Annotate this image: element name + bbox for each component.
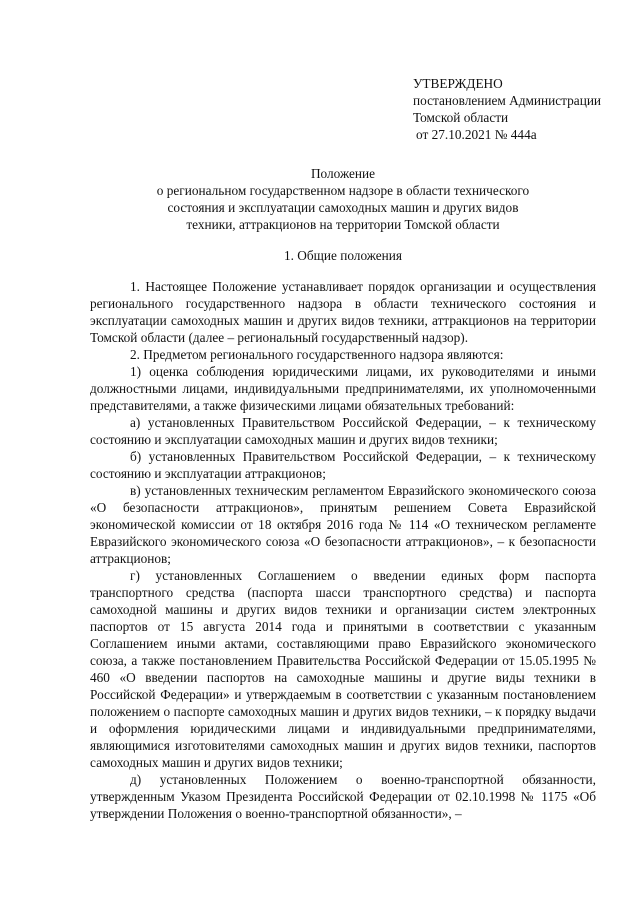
title-line: состояния и эксплуатации самоходных машин и других видов	[167, 200, 519, 215]
approval-line: постановлением Администрации	[413, 93, 602, 108]
paragraph: в) установленных техническим регламентом Евразийского экономического союза «О безопасности аттракционов», принятым решением Совета Евразийской экономической комиссии от 18 октября 2016 года № 114 «О техническом регламенте Евразийского экономического союза «О безопасности аттракционов», – к безопасности аттракционов;	[90, 483, 596, 566]
title-line: Положение	[310, 166, 376, 181]
document-title	[90, 165, 596, 233]
approval-heading: УТВЕРЖДЕНО	[413, 76, 503, 91]
paragraph: а) установленных Правительством Российской Федерации, – к техническому состоянию и эксплуатации самоходных машин и других видов техники;	[90, 415, 596, 447]
approval-stamp	[413, 75, 601, 143]
paragraph: 1) оценка соблюдения юридическими лицами, их руководителями и иными должностными лицами, индивидуальными предпринимателями, их уполномоченными представителями, а также физическими лицами обязательных требований:	[90, 364, 596, 413]
title-line: о региональном государственном надзоре в области технического	[156, 183, 530, 198]
paragraph: д) установленных Положением о военно-транспортной обязанности, утвержденным Указом Президента Российской Федерации от 02.10.1998 № 1175 «Об утверждении Положения о военно-транспортной обязанности», –	[90, 772, 596, 821]
paragraph: 2. Предметом регионального государственного надзора являются:	[130, 347, 504, 362]
approval-line: Томской области	[413, 110, 509, 125]
section-heading: 1. Общие положения	[283, 248, 403, 263]
paragraph: 1. Настоящее Положение устанавливает порядок организации и осуществления регионального государственного надзора в области технического состояния и эксплуатации самоходных машин и других видов техники, аттракционов на территории Томской области (далее – региональный государственный надзор).	[90, 279, 596, 345]
paragraph: г) установленных Соглашением о введении единых форм паспорта транспортного средства (паспорта шасси транспортного средства) и паспорта самоходной машины и других видов техники и организации систем электронных паспортов от 15 августа 2014 года и принятыми в соответствии с указанным Соглашением иными актами, составляющими право Евразийского экономического союза, а также постановлением Правительства Российской Федерации от 15.05.1995 № 460 «О введении паспортов на самоходные машины и другие виды техники в Российской Федерации» и утверждаемым в соответствии с указанным постановлением положением о паспорте самоходных машин и других видов техники, – к порядку выдачи и оформления юридическими лицами и индивидуальными предпринимателями, являющимися изготовителями самоходных машин и других видов техники, паспортов самоходных машин и других видов техники;	[90, 568, 596, 770]
document-body	[90, 278, 596, 822]
title-line: техники, аттракционов на территории Томской области	[186, 217, 500, 232]
approval-date: от 27.10.2021 № 444а	[416, 127, 537, 142]
paragraph: б) установленных Правительством Российской Федерации, – к техническому состоянию и эксплуатации аттракционов;	[90, 449, 596, 481]
